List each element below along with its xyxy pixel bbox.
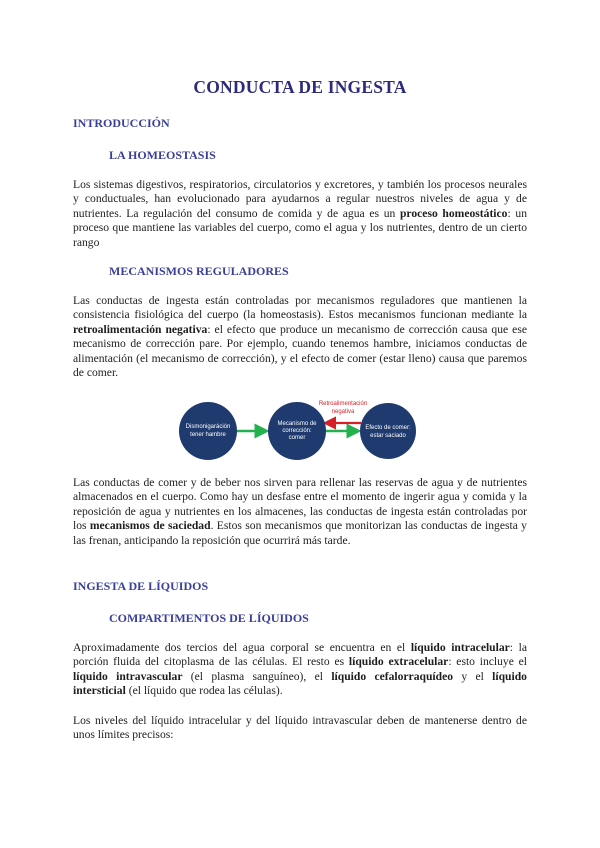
feedback-diagram [175, 393, 435, 463]
node-stimulus-label-1: Dismonigaráción [185, 424, 231, 430]
node-effect [360, 403, 416, 459]
text-run: Aproximadamente dos tercios del agua corporal se encuentra en el [73, 641, 411, 654]
bold-term: líquido cefalorraquídeo [331, 669, 454, 683]
paragraph-saciedad [73, 476, 527, 548]
heading-homeostasis: LA HOMEOSTASIS [109, 148, 216, 162]
node-effect-label-2: estar saciado [370, 433, 406, 439]
node-correction-label-3: comer [288, 435, 306, 441]
bold-term: líquido extracelular [348, 655, 449, 669]
node-stimulus-label-2: tener hambre [190, 432, 226, 438]
bold-term: líquido intracelular [410, 641, 510, 654]
text-run: y el [453, 669, 493, 683]
text-run: Los sistemas digestivos, respiratorios, circulatorios y excretores, y también los procesos neurales y conductuales, han evolucionado para ayudarnos a regular nuestros niveles de agua y de nutrientes. La regulación del consumo de comida y de agua es un [73, 178, 527, 220]
text-run: : un proceso que mantiene las variables del cuerpo, como el agua y los nutrientes, dentro de un cierto rango [73, 206, 527, 249]
node-effect-label-1: Efecto de comer: [365, 425, 411, 431]
text-run: . Estos son mecanismos que monitorizan las conductas de ingesta y las frenan, anticipando la reposición que ocurrirá más tarde. [73, 519, 527, 547]
feedback-label-2: negativa [331, 409, 355, 415]
bold-term: mecanismos de saciedad [89, 519, 211, 533]
text-run: : la porción fluida del citoplasma de las células. El resto es [73, 641, 527, 669]
text-run: (el líquido que rodea las células). [125, 684, 283, 698]
node-stimulus [179, 402, 237, 460]
node-correction-label-1: Mecanismo de [277, 421, 317, 427]
bold-term: líquido intersticial [73, 669, 527, 698]
text-run: Las conductas de comer y de beber nos sirven para rellenar las reservas de agua y de nutrientes almacenados en el cuerpo. Como hay un desfase entre el momento de ingerir agua y comida y la reposición de agua y nutrientes en los almacenes, las conductas de ingesta están controladas por los [73, 476, 527, 533]
heading-mecanismos: MECANISMOS REGULADORES [109, 264, 289, 278]
heading-introduccion: INTRODUCCIÓN [73, 116, 170, 130]
page-title: CONDUCTA DE INGESTA [193, 77, 407, 97]
paragraph-compartimentos [73, 641, 527, 699]
bold-term: proceso homeostático [399, 206, 508, 220]
node-correction-label-2: corrección: [282, 428, 312, 434]
text-run: : esto incluye el [448, 655, 527, 669]
paragraph-homeostasis [73, 178, 527, 250]
feedback-label-1: Retroalimentación [318, 401, 368, 407]
heading-compartimentos: COMPARTIMENTOS DE LÍQUIDOS [109, 611, 309, 625]
bold-term: líquido intravascular [73, 669, 183, 683]
paragraph-mecanismos [73, 294, 527, 380]
text-run: Las conductas de ingesta están controladas por mecanismos reguladores que mantienen la consistencia fisiológica del cuerpo (la homeostasis). Estos mecanismos funcionan mediante la [73, 294, 527, 322]
text-run: : el efecto que produce un mecanismo de corrección causa que ese mecanismo de corrección pare. Por ejemplo, cuando tenemos hambre, iniciamos conductas de alimentación (el mecanismo de corrección), y el efecto de comer (estar lleno) causa que paremos de comer. [73, 322, 527, 380]
text-run: (el plasma sanguíneo), el [182, 669, 332, 683]
heading-ingesta-liquidos: INGESTA DE LÍQUIDOS [73, 579, 209, 593]
bold-term: retroalimentación negativa [73, 322, 208, 336]
paragraph-niveles: Los niveles del líquido intracelular y del líquido intravascular deben de mantenerse dentro de unos límites precisos: [73, 714, 527, 742]
